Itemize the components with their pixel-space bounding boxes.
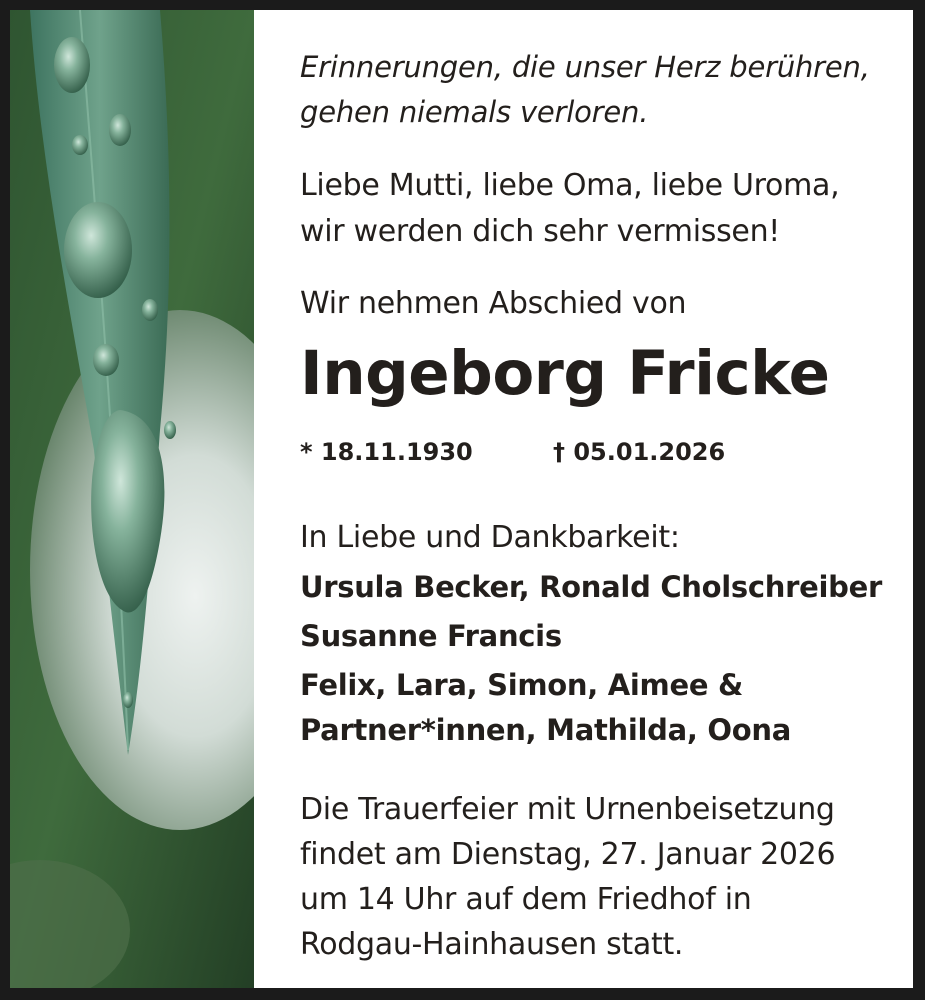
life-dates: [300, 438, 900, 470]
leaf-waterdrop-image: [10, 10, 254, 988]
mourner-line-4: Partner*innen, Mathilda, Oona: [300, 713, 791, 747]
mourner-line-1: Ursula Becker, Ronald Cholschreiber: [300, 570, 882, 604]
ceremony-line-3: um 14 Uhr auf dem Friedhof in: [300, 882, 752, 917]
address-line-1: Liebe Mutti, liebe Oma, liebe Uroma,: [300, 168, 840, 203]
death-date: † 05.01.2026: [553, 438, 726, 466]
ceremony-line-4: Rodgau-Hainhausen statt.: [300, 927, 684, 962]
address-line-2: wir werden dich sehr vermissen!: [300, 214, 781, 249]
birth-date: * 18.11.1930: [300, 438, 473, 466]
leaf-waterdrop-illustration: [10, 10, 254, 988]
mourner-line-3: Felix, Lara, Simon, Aimee &: [300, 668, 743, 702]
ceremony-line-1: Die Trauerfeier mit Urnenbeisetzung: [300, 792, 835, 827]
ceremony-line-2: findet am Dienstag, 27. Januar 2026: [300, 837, 836, 872]
mourners-intro: In Liebe und Dankbarkeit:: [300, 520, 680, 555]
obituary-card: [10, 10, 913, 988]
intro-text: Wir nehmen Abschied von: [300, 286, 687, 321]
motto-line-2: gehen niemals verloren.: [300, 95, 649, 129]
deceased-name: Ingeborg Fricke: [300, 338, 830, 409]
motto-line-1: Erinnerungen, die unser Herz berühren,: [300, 50, 870, 84]
mourner-line-2: Susanne Francis: [300, 619, 562, 653]
